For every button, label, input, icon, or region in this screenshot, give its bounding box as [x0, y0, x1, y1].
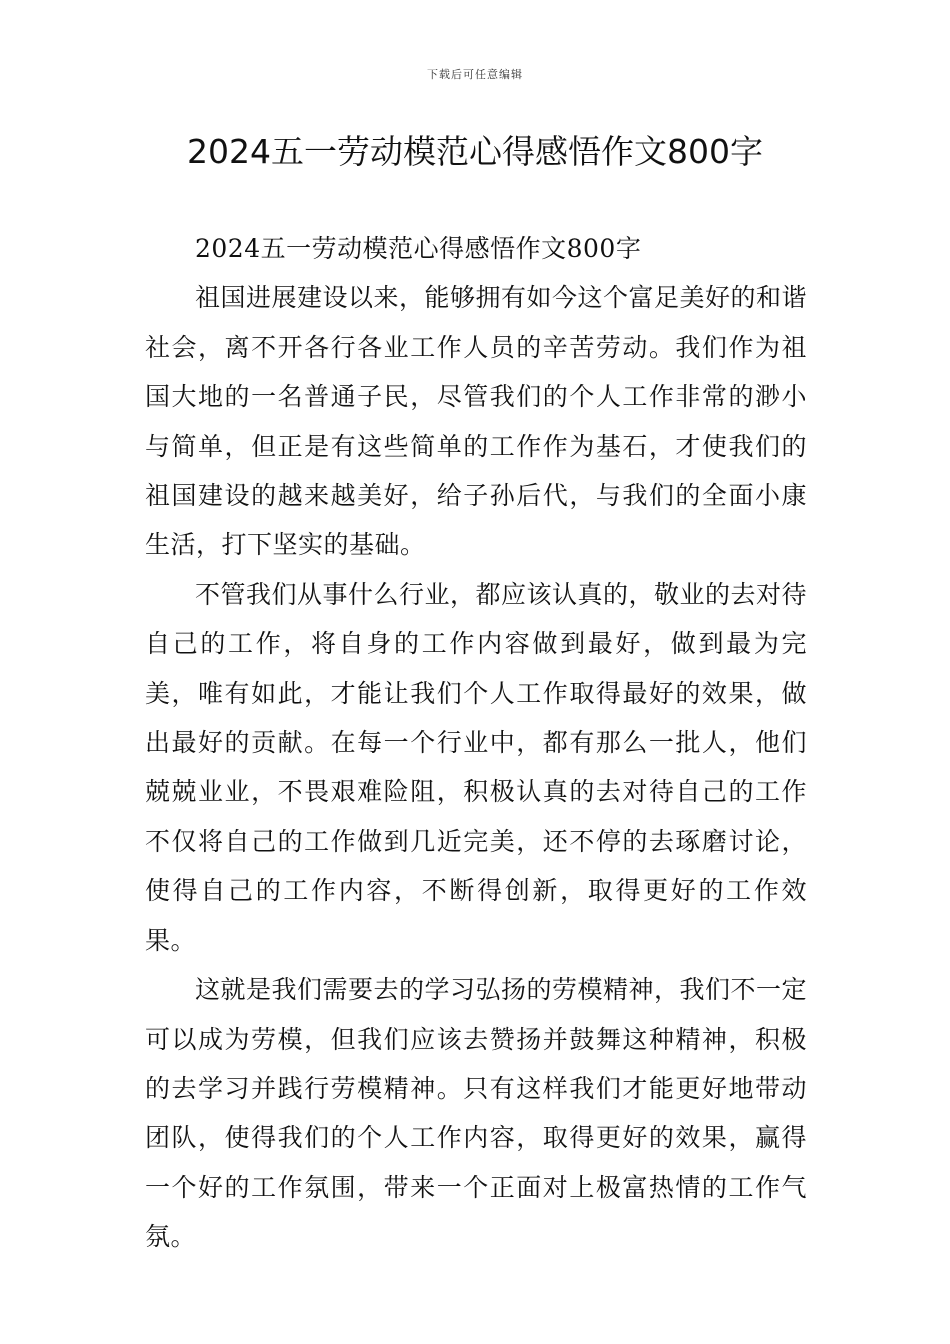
- body-paragraph: 祖国进展建设以来，能够拥有如今这个富足美好的和谐社会，离不开各行各业工作人员的辛苦劳动。我们作为祖国大地的一名普通子民，尽管我们的个人工作非常的渺小与简单，但正是有这些简单的工作作为基石，才使我们的祖国建设的越来越美好，给子孙后代，与我们的全面小康生活，打下坚实的基础。: [145, 283, 808, 560]
- subtitle-paragraph: 2024五一劳动模范心得感悟作文800字: [195, 234, 642, 263]
- document-body: [145, 224, 807, 1262]
- body-paragraph: 这就是我们需要去的学习弘扬的劳模精神，我们不一定可以成为劳模，但我们应该去赞扬并鼓舞这种精神，积极的去学习并践行劳模精神。只有这样我们才能更好地带动团队，使得我们的个人工作内容，取得更好的效果，赢得一个好的工作氛围，带来一个正面对上极富热情的工作气氛。: [145, 975, 808, 1252]
- body-paragraph: 不管我们从事什么行业，都应该认真的，敬业的去对待自己的工作，将自身的工作内容做到最好，做到最为完美，唯有如此，才能让我们个人工作取得最好的效果，做出最好的贡献。在每一个行业中，都有那么一批人，他们兢兢业业，不畏艰难险阻，积极认真的去对待自己的工作不仅将自己的工作做到几近完美，还不停的去琢磨讨论，使得自己的工作内容，不断得创新，取得更好的工作效果。: [145, 579, 808, 955]
- header-note: 下载后可任意编辑: [427, 68, 523, 81]
- document-title: 2024五一劳动模范心得感悟作文800字: [187, 132, 763, 171]
